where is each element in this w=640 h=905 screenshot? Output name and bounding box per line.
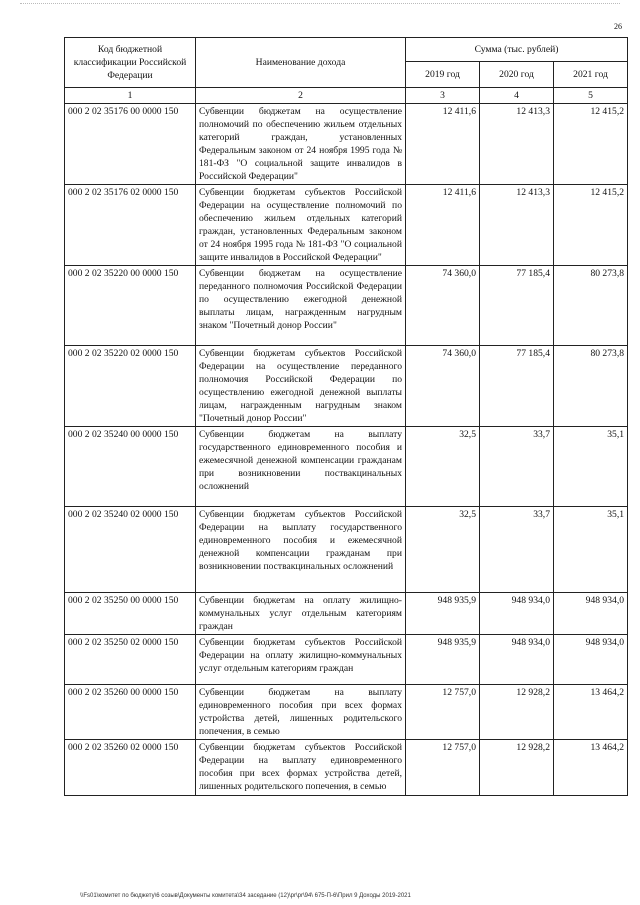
table-row	[65, 593, 628, 635]
col-number: 1	[65, 88, 196, 104]
row-value-2019: 12 411,6	[406, 104, 480, 185]
row-code: 000 2 02 35176 00 0000 150	[65, 104, 196, 185]
row-value-2021: 948 934,0	[554, 635, 628, 685]
row-value-2020: 33,7	[480, 427, 554, 507]
row-name: Субвенции бюджетам субъектов Российской Федерации на осуществление переданного полномочия Российской Федерации по осуществлению ежегодной денежной выплаты лицам, награжденным нагрудным знаком "Почетный донор России"	[196, 346, 406, 427]
row-value-2019: 74 360,0	[406, 266, 480, 346]
row-value-2020: 12 928,2	[480, 685, 554, 740]
row-code: 000 2 02 35260 00 0000 150	[65, 685, 196, 740]
header-year-2020: 2020 год	[480, 62, 554, 88]
row-value-2021: 12 415,2	[554, 104, 628, 185]
table-row	[65, 185, 628, 266]
col-number: 4	[480, 88, 554, 104]
row-value-2020: 948 934,0	[480, 635, 554, 685]
row-code: 000 2 02 35260 02 0000 150	[65, 740, 196, 796]
row-code: 000 2 02 35220 00 0000 150	[65, 266, 196, 346]
table-row	[65, 507, 628, 593]
row-value-2020: 77 185,4	[480, 346, 554, 427]
row-value-2019: 32,5	[406, 427, 480, 507]
col-number: 2	[196, 88, 406, 104]
col-number: 5	[554, 88, 628, 104]
row-code: 000 2 02 35250 00 0000 150	[65, 593, 196, 635]
header-sum: Сумма (тыс. рублей)	[406, 38, 628, 62]
row-value-2019: 948 935,9	[406, 635, 480, 685]
row-name: Субвенции бюджетам субъектов Российской Федерации на выплату государственного единовременного пособия и ежемесячной денежной компенсации гражданам при возникновении поствакцинальных осложнений	[196, 507, 406, 593]
col-number: 3	[406, 88, 480, 104]
page-number: 26	[614, 22, 622, 31]
row-value-2019: 12 411,6	[406, 185, 480, 266]
row-code: 000 2 02 35240 02 0000 150	[65, 507, 196, 593]
row-value-2020: 77 185,4	[480, 266, 554, 346]
table-row	[65, 685, 628, 740]
row-value-2019: 948 935,9	[406, 593, 480, 635]
file-path-footer: \\Fs01\комитет по бюджету\6 созыв\Документы комитета\34 заседание (12)\pr\pr\94\ 675-П-6\Прил 9 Доходы 2019-2021	[80, 893, 411, 899]
row-name: Субвенции бюджетам на осуществление полномочий по обеспечению жильем отдельных категорий граждан, установленных Федеральным законом от 24 ноября 1995 года № 181-ФЗ "О социальной защите инвалидов в Российской Федерации"	[196, 104, 406, 185]
row-code: 000 2 02 35220 02 0000 150	[65, 346, 196, 427]
table-row	[65, 427, 628, 507]
row-value-2021: 80 273,8	[554, 346, 628, 427]
row-value-2020: 33,7	[480, 507, 554, 593]
row-value-2021: 12 415,2	[554, 185, 628, 266]
row-value-2021: 13 464,2	[554, 685, 628, 740]
revenue-table	[64, 37, 628, 796]
row-value-2021: 13 464,2	[554, 740, 628, 796]
row-name: Субвенции бюджетам на осуществление переданного полномочия Российской Федерации по осуществлению ежегодной денежной выплаты лицам, награжденным нагрудным знаком "Почетный донор России"	[196, 266, 406, 346]
scan-artifact-line	[20, 3, 620, 5]
table-row	[65, 266, 628, 346]
row-value-2021: 948 934,0	[554, 593, 628, 635]
row-name: Субвенции бюджетам субъектов Российской Федерации на оплату жилищно-коммунальных услуг отдельным категориям граждан	[196, 635, 406, 685]
row-value-2021: 35,1	[554, 427, 628, 507]
row-value-2019: 32,5	[406, 507, 480, 593]
table-row	[65, 104, 628, 185]
header-code: Код бюджетной классификации Российской Федерации	[65, 38, 196, 88]
row-value-2020: 12 413,3	[480, 185, 554, 266]
row-name: Субвенции бюджетам субъектов Российской Федерации на осуществление полномочий по обеспечению жильем отдельных категорий граждан, установленных Федеральным законом от 24 ноября 1995 года № 181-ФЗ "О социальной защите инвалидов в Российской Федерации"	[196, 185, 406, 266]
header-year-2019: 2019 год	[406, 62, 480, 88]
row-value-2021: 35,1	[554, 507, 628, 593]
row-code: 000 2 02 35240 00 0000 150	[65, 427, 196, 507]
row-name: Субвенции бюджетам на выплату государственного единовременного пособия и ежемесячной денежной компенсации гражданам при возникновении поствакцинальных осложнений	[196, 427, 406, 507]
table-row	[65, 635, 628, 685]
row-value-2020: 948 934,0	[480, 593, 554, 635]
row-value-2021: 80 273,8	[554, 266, 628, 346]
row-code: 000 2 02 35176 02 0000 150	[65, 185, 196, 266]
row-value-2019: 12 757,0	[406, 685, 480, 740]
row-name: Субвенции бюджетам субъектов Российской Федерации на выплату единовременного пособия при всех формах устройства детей, лишенных родительского попечения, в семью	[196, 740, 406, 796]
row-value-2020: 12 413,3	[480, 104, 554, 185]
header-year-2021: 2021 год	[554, 62, 628, 88]
header-name: Наименование дохода	[196, 38, 406, 88]
row-name: Субвенции бюджетам на оплату жилищно-коммунальных услуг отдельным категориям граждан	[196, 593, 406, 635]
row-value-2019: 74 360,0	[406, 346, 480, 427]
table-row	[65, 346, 628, 427]
row-value-2019: 12 757,0	[406, 740, 480, 796]
row-code: 000 2 02 35250 02 0000 150	[65, 635, 196, 685]
row-name: Субвенции бюджетам на выплату единовременного пособия при всех формах устройства детей, лишенных родительского попечения, в семью	[196, 685, 406, 740]
row-value-2020: 12 928,2	[480, 740, 554, 796]
table-row	[65, 740, 628, 796]
